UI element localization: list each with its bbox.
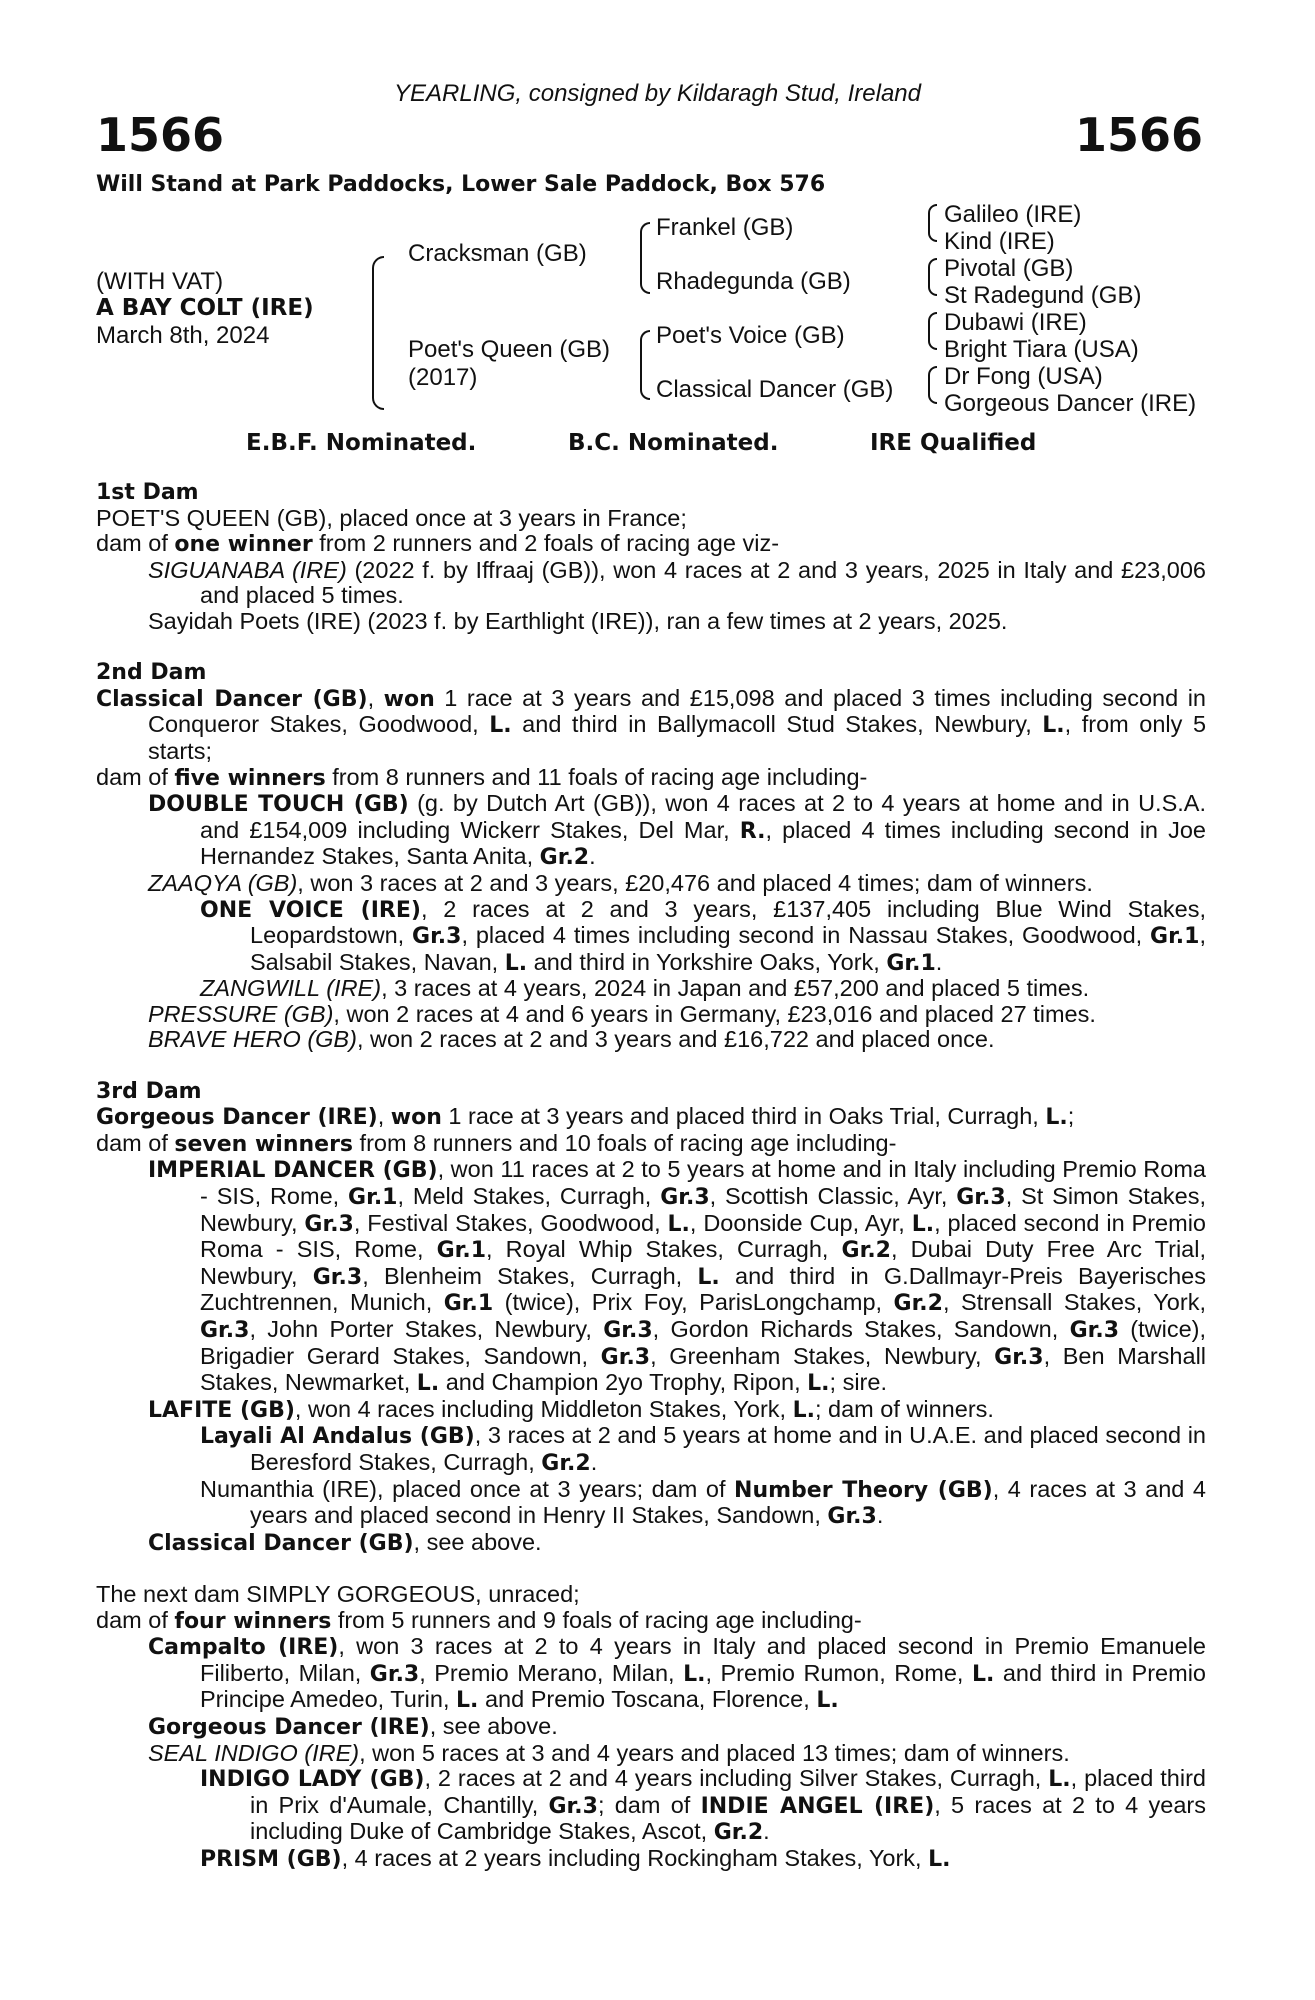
bc-nomination: B.C. Nominated. bbox=[568, 430, 779, 456]
consignment-line: YEARLING, consigned by Kildaragh Stud, Ireland bbox=[394, 80, 921, 107]
produce-pressure: PRESSURE (GB), won 2 races at 4 and 6 years in Germany, £23,016 and placed 27 times. bbox=[148, 1000, 1096, 1027]
horse-dob: March 8th, 2024 bbox=[96, 322, 270, 349]
ss-sire: Galileo (IRE) bbox=[944, 201, 1082, 228]
second-dam-heading: 2nd Dam bbox=[96, 660, 207, 686]
first-dam-heading: 1st Dam bbox=[96, 480, 199, 505]
sire: Cracksman (GB) bbox=[408, 240, 587, 267]
brace-sire bbox=[640, 222, 650, 294]
produce-imperial-dancer: IMPERIAL DANCER (GB), won 11 races at 2 to 5 years at home and in Italy including Premio Roma - SIS, Rome, Gr.1, Meld Stakes, Curragh, Gr.3, Scottish Classic, Ayr, Gr.3, St Simon Stakes, Newbury, Gr.3, Festival Stakes, Goodwood, L., Doonside Cup, Ayr, L., placed second in Premio Roma - SIS, Rome, Gr.1, Royal Whip Stakes, Curragh, Gr.2, Dubai Duty Free Arc Trial, Newbury, Gr.3, Blenheim Stakes, Curragh, L. and third in G.Dallmayr-Preis Bayerisches Zuchtrennen, Munich, Gr.1 (twice), Prix Foy, ParisLongchamp, Gr.2, Strensall Stakes, York, Gr.3, John Porter Stakes, Newbury, Gr.3, Gordon Richards Stakes, Sandown, Gr.3 (twice), Brigadier Gerard Stakes, Sandown, Gr.3, Greenham Stakes, Newbury, Gr.3, Ben Marshall Stakes, Newmarket, L. and Champion 2yo Trophy, Ripon, L.; sire. bbox=[148, 1156, 1207, 1397]
first-dam-line: POET'S QUEEN (GB), placed once at 3 years in France; bbox=[96, 504, 687, 531]
catalogue-body bbox=[96, 480, 1206, 1872]
ds-dam: Bright Tiara (USA) bbox=[944, 336, 1139, 363]
dam-dam: Classical Dancer (GB) bbox=[656, 376, 894, 403]
dam-sire: Poet's Voice (GB) bbox=[656, 322, 845, 349]
dam: Poet's Queen (GB) bbox=[408, 336, 611, 363]
lot-number-left: 1566 bbox=[96, 108, 225, 162]
produce-lafite: LAFITE (GB), won 4 races including Middleton Stakes, York, L.; dam of winners. bbox=[148, 1395, 994, 1423]
produce-indigo-lady: INDIGO LADY (GB), 2 races at 2 and 4 years including Silver Stakes, Curragh, L., placed third in Prix d'Aumale, Chantilly, Gr.3; dam of INDIE ANGEL (IRE), 5 races at 2 to 4 years including Duke of Cambridge Stakes, Ascot, Gr.2. bbox=[200, 1765, 1206, 1846]
brace-sd bbox=[928, 258, 937, 296]
sire-sire: Frankel (GB) bbox=[656, 214, 794, 241]
third-dam-produce-line: dam of seven winners from 8 runners and 10 foals of racing age including- bbox=[96, 1129, 897, 1157]
ire-qualified: IRE Qualified bbox=[870, 430, 1037, 456]
produce-one-voice: ONE VOICE (IRE), 2 races at 2 and 3 years, £137,405 including Blue Wind Stakes, Leopardstown, Gr.3, placed 4 times including second in Nassau Stakes, Goodwood, Gr.1, Salsabil Stakes, Navan, L. and third in Yorkshire Oaks, York, Gr.1. bbox=[200, 895, 1207, 976]
brace-dd bbox=[928, 366, 937, 404]
next-dam-line: The next dam SIMPLY GORGEOUS, unraced; bbox=[96, 1580, 580, 1607]
brace-dam bbox=[640, 330, 650, 400]
produce-gorgeous-dancer: Gorgeous Dancer (IRE), see above. bbox=[148, 1712, 558, 1740]
produce-brave-hero: BRAVE HERO (GB), won 2 races at 2 and 3 years and £16,722 and placed once. bbox=[148, 1026, 995, 1053]
dam-year: (2017) bbox=[408, 364, 478, 391]
lot-number-right: 1566 bbox=[1074, 108, 1203, 162]
ds-sire: Dubawi (IRE) bbox=[944, 309, 1087, 336]
ss-dam: Kind (IRE) bbox=[944, 228, 1055, 255]
produce-classical-dancer: Classical Dancer (GB), see above. bbox=[148, 1528, 542, 1556]
dd-dam: Gorgeous Dancer (IRE) bbox=[944, 390, 1197, 417]
second-dam-record: Classical Dancer (GB), won 1 race at 3 years and £15,098 and placed 3 times including second in Conqueror Stakes, Goodwood, L. and third in Ballymacoll Stud Stakes, Newbury, L., from only 5 starts; bbox=[96, 684, 1207, 764]
next-dam-produce-line: dam of four winners from 5 runners and 9 foals of racing age including- bbox=[96, 1606, 862, 1634]
second-dam-produce-line: dam of five winners from 8 runners and 11 foals of racing age including- bbox=[96, 763, 868, 791]
sd-dam: St Radegund (GB) bbox=[944, 282, 1142, 309]
third-dam-record: Gorgeous Dancer (IRE), won 1 race at 3 years and placed third in Oaks Trial, Curragh, L.; bbox=[96, 1103, 1075, 1131]
dd-sire: Dr Fong (USA) bbox=[944, 363, 1103, 390]
ebf-nomination: E.B.F. Nominated. bbox=[246, 430, 477, 456]
produce-prism: PRISM (GB), 4 races at 2 years including Rockingham Stakes, York, L. bbox=[200, 1844, 951, 1872]
brace-ds bbox=[928, 312, 937, 350]
sd-sire: Pivotal (GB) bbox=[944, 255, 1074, 282]
sire-dam: Rhadegunda (GB) bbox=[656, 268, 851, 295]
horse-name: A BAY COLT (IRE) bbox=[96, 295, 314, 321]
produce-double-touch: DOUBLE TOUCH (GB) (g. by Dutch Art (GB)), won 4 races at 2 to 4 years at home and in U.S.A. and £154,009 including Wickerr Stakes, Del Mar, R., placed 4 times including second in Joe Hernandez Stakes, Santa Anita, Gr.2. bbox=[148, 790, 1206, 871]
produce-sayidah-poets: Sayidah Poets (IRE) (2023 f. by Earthlight (IRE)), ran a few times at 2 years, 2025. bbox=[148, 607, 1008, 634]
produce-layali-al-andalus: Layali Al Andalus (GB), 3 races at 2 and 5 years at home and in U.A.E. and placed second in Beresford Stakes, Curragh, Gr.2. bbox=[200, 1422, 1206, 1476]
third-dam-heading: 3rd Dam bbox=[96, 1078, 202, 1104]
first-dam-produce-line: dam of one winner from 2 runners and 2 foals of racing age viz- bbox=[96, 530, 780, 558]
produce-campalto: Campalto (IRE), won 3 races at 2 to 4 years in Italy and placed second in Premio Emanuele Filiberto, Milan, Gr.3, Premio Merano, Milan, L., Premio Rumon, Rome, L. and third in Premio Principe Amedeo, Turin, L. and Premio Toscana, Florence, L. bbox=[148, 1633, 1206, 1714]
vat-note: (WITH VAT) bbox=[96, 268, 224, 295]
produce-seal-indigo: SEAL INDIGO (IRE), won 5 races at 3 and 4 years and placed 13 times; dam of winners. bbox=[148, 1739, 1070, 1766]
produce-zangwill: ZANGWILL (IRE), 3 races at 4 years, 2024 in Japan and £57,200 and placed 5 times. bbox=[200, 975, 1090, 1002]
venue-line: Will Stand at Park Paddocks, Lower Sale Paddock, Box 576 bbox=[96, 172, 826, 197]
produce-zaaqya: ZAAQYA (GB), won 3 races at 2 and 3 years, £20,476 and placed 4 times; dam of winners. bbox=[148, 869, 1093, 896]
produce-numanthia: Numanthia (IRE), placed once at 3 years; dam of Number Theory (GB), 4 races at 3 and 4 years and placed second in Henry II Stakes, Sandown, Gr.3. bbox=[200, 1475, 1206, 1530]
produce-siguanaba: SIGUANABA (IRE) (2022 f. by Iffraaj (GB)), won 4 races at 2 and 3 years, 2025 in Italy and £23,006 and placed 5 times. bbox=[148, 556, 1206, 609]
brace-main bbox=[372, 256, 384, 410]
brace-ss bbox=[928, 204, 937, 242]
